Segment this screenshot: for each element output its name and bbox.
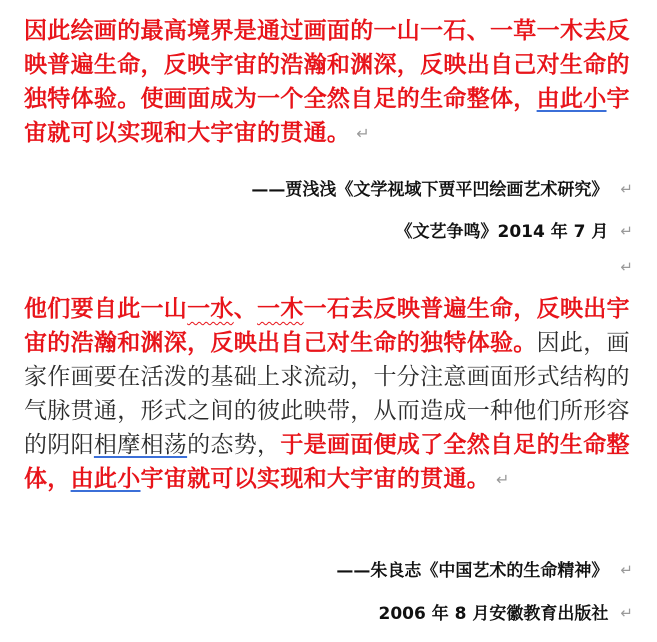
paragraph-mark-icon: ↵ [356, 124, 370, 143]
quote2-red-e: 一石去反映普遍生命，反映出宇宙的浩瀚和渊深，反映出自己对生命的独特体验。 [24, 296, 630, 356]
citation1-source: ——贾浅浅《文学视域下贾平凹绘画艺术研究》 [251, 180, 609, 200]
quote2-red-f: 于是画面便成了全然自足的生命整体， [24, 432, 630, 492]
quote2-dark-underlined: 相摩相荡 [93, 432, 188, 458]
quote2-dark-a: 因此，画家作画要在活泼的基础上求流动，十分注意画面形式结构的气脉贯通，形式之间的彼此映带，从而造成一种他们所形容的阴阳 [24, 330, 630, 458]
paragraph-mark-icon: ↵ [620, 561, 633, 579]
quote1-underlined-text: 由此小 [536, 86, 607, 112]
citation2-source: ——朱良志《中国艺术的生命精神》 [336, 561, 609, 581]
paragraph-mark-icon: ↵ [496, 470, 510, 489]
citation1-publication: 《文艺争鸣》2014 年 7 月 [395, 222, 609, 242]
quote2-red-h: 宇宙就可以实现和大宇宙的贯通。 [140, 466, 491, 492]
quote2-red-c: 、 [233, 296, 258, 322]
quote1-text-a: 因此绘画的最高境界是通过画面的一山一石、一草一木去反映普遍生命，反映宇宙的浩瀚和渊深，反映出自己对生命的独特体验。使画面成为一个全然自足的生命整体， [24, 18, 630, 112]
quote2-red-a: 他们要自此一山 [24, 296, 188, 322]
citation2-source-line [336, 556, 633, 581]
citation1-source-line [251, 175, 633, 200]
quote-paragraph-1 [24, 14, 636, 151]
citation2-publication-line [379, 599, 633, 624]
paragraph-mark-icon: ↵ [620, 222, 633, 240]
quote2-red-wavy-2: 一木 [257, 296, 304, 322]
quote2-red-underlined: 由此小 [70, 466, 141, 492]
quote-paragraph-2 [24, 292, 636, 497]
quote2-dark-c: 的态势， [187, 432, 281, 458]
paragraph-mark-icon: ↵ [620, 180, 633, 198]
citation1-publication-line [396, 217, 633, 242]
paragraph-mark-icon: ↵ [620, 604, 633, 622]
quote1-text-c: 宇宙就可以实现和大宇宙的贯通。 [24, 86, 630, 146]
empty-paragraph-mark-icon: ↵ [620, 258, 633, 276]
citation2-publication: 2006 年 8 月安徽教育出版社 [378, 604, 609, 624]
quote2-red-wavy-1: 一水 [187, 296, 234, 322]
